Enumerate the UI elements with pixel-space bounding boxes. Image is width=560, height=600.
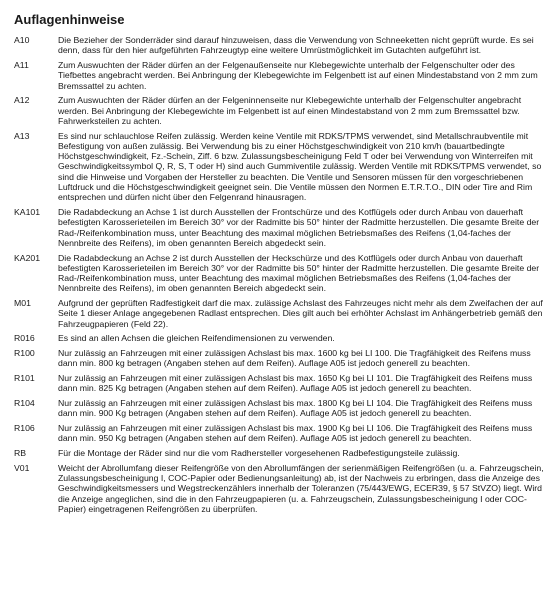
- note-text: Die Bezieher der Sonderräder sind darauf hinzuweisen, dass die Verwendung von Schneeketten nicht geprüft wurde. Es sei denn, dass für den hier aufgeführten Fahrzeugtyp eine weitere Umrüstmöglichkeit im Gutachten aufgeführt ist.: [58, 35, 534, 56]
- notes-list: [14, 35, 548, 514]
- note-row: [14, 423, 548, 444]
- note-row: [14, 333, 548, 343]
- note-code: R100: [14, 348, 35, 359]
- note-text: Es sind nur schlauchlose Reifen zulässig. Werden keine Ventile mit RDKS/TPMS verwendet, sind Metallschraubventile mit Befestigung von außen zulässig. Bei Verwendung bis zu einer Höchstgeschwindigkeit von 210 km/h (bauartbedingte Höchstgeschwindigkeit, Fz.-Schein, Ziff. 6 bzw. Zulassungsbescheinigung Feld T oder bei Verwendung von Winterreifen mit Geschwindigkeitssymbol Q, R, S, T oder H) sind auch Gummiventile zulässig. Werden Ventile mit RDKS/TPMS verwendet, so sind die Hinweise und Vorgaben der Hersteller zu beachten. Die Ventile und Sensoren müssen für den vorgeschriebenen Luftdruck und die Höchstgeschwindigkeit geeignet sein. Die Ventile müssen den Normen E.T.R.T.O., DIN oder Tire and Rim entsprechen und dürfen nicht über den Felgenrand hinausragen.: [58, 130, 542, 203]
- note-row: [14, 35, 548, 56]
- note-text: Für die Montage der Räder sind nur die vom Radhersteller vorgesehenen Radbefestigungsteile zulässig.: [58, 448, 460, 459]
- note-code: M01: [14, 298, 31, 309]
- note-row: [14, 398, 548, 419]
- note-text: Nur zulässig an Fahrzeugen mit einer zulässigen Achslast bis max. 1650 Kg bei LI 101. Die Tragfähigkeit des Reifens muss dann min. 825 Kg betragen (Angaben stehen auf dem Reifen). Auflage A05 ist jedoch generell zu beachten.: [58, 373, 533, 394]
- note-row: [14, 298, 548, 329]
- note-code: V01: [14, 462, 30, 473]
- note-row: [14, 207, 548, 248]
- note-text: Zum Auswuchten der Räder dürfen an der Felgeninnenseite nur Klebegewichte unterhalb der Felgenschulter angebracht werden. Bei Anbringung der Klebegewichte im Felgenbett ist auf einen Mindestabstand von 2 mm zum Bremssattel bzw. Fahrwerksteilen zu achten.: [58, 95, 522, 126]
- page-title: Auflagenhinweise: [14, 12, 125, 27]
- note-code: A11: [14, 59, 29, 70]
- note-code: R104: [14, 398, 35, 409]
- note-row: [14, 95, 548, 126]
- note-code: R101: [14, 373, 35, 384]
- note-text: Es sind an allen Achsen die gleichen Reifendimensionen zu verwenden.: [58, 333, 335, 344]
- note-row: [14, 463, 548, 514]
- note-code: R016: [14, 333, 35, 344]
- note-code: A12: [14, 95, 30, 106]
- note-code: R106: [14, 423, 35, 434]
- note-text: Aufgrund der geprüften Radfestigkeit darf die max. zulässige Achslast des Fahrzeuges nicht mehr als dem Zweifachen der auf Seite 1 dieser Anlage angegebenen Radlast entsprechen. Dies gilt auch bei erhöhter Achslast im Anhängerbetrieb gemäß den Fahrzeugpapieren (Feld 22).: [58, 298, 543, 329]
- note-row: [14, 448, 548, 458]
- note-code: A10: [14, 35, 30, 45]
- note-code: KA101: [14, 207, 41, 218]
- note-row: [14, 60, 548, 91]
- note-text: Nur zulässig an Fahrzeugen mit einer zulässigen Achslast bis max. 1800 Kg bei LI 104. Die Tragfähigkeit des Reifens muss dann min. 900 Kg betragen (Angaben stehen auf dem Reifen). Auflage A05 ist jedoch generell zu beachten.: [58, 398, 533, 419]
- note-text: Nur zulässig an Fahrzeugen mit einer zulässigen Achslast bis max. 1900 Kg bei LI 106. Die Tragfähigkeit des Reifens muss dann min. 950 Kg betragen (Angaben stehen auf dem Reifen). Auflage A05 ist jedoch generell zu beachten.: [58, 423, 533, 444]
- note-row: [14, 131, 548, 203]
- note-row: [14, 253, 548, 294]
- note-text: Weicht der Abrollumfang dieser Reifengröße von den Abrollumfängen der serienmäßigen Reifengrößen (u. a. Fahrzeugschein, Zulassungsbescheinigung I, COC-Papier oder Bedienungsanleitung) ab, ist der Nachweis zu erbringen, dass die Anzeige des Geschwindigkeitsmessers und Wegstreckenzählers innerhalb der Toleranzen (75/443/EWG, ECER39, § 57 StVZO) liegt. Wird die Anzeige angeglichen, sind die in den Fahrzeugpapieren (u. a. Fahrzeugschein, Zulassungsbescheinigung I oder COC-Papier) eingetragenen Reifengrößen zu überprüfen.: [58, 462, 544, 514]
- note-text: Zum Auswuchten der Räder dürfen an der Felgenaußenseite nur Klebegewichte unterhalb der Felgenschulter oder des Tiefbettes angebracht werden. Bei Anbringung der Klebegewichte im Felgenbett ist auf einen Mindestabstand von 2 mm zum Bremssattel zu achten.: [58, 59, 538, 91]
- note-row: [14, 373, 548, 394]
- note-code: KA201: [14, 252, 41, 263]
- note-text: Die Radabdeckung an Achse 1 ist durch Ausstellen der Frontschürze und des Kotflügels oder durch Anbau von dauerhaft befestigten Karosserieteilen im Bereich 30° vor der Radmitte bis 50° hinter der Radmitte herzustellen. Die gesamte Breite der Rad-/Reifenkombination muss, unter Beachtung des maximal möglichen Betriebsmaßes des Reifens (1,04-faches der Nennbreite des Reifens), im oben genannten Bereich abgedeckt sein.: [58, 207, 540, 248]
- note-code: RB: [14, 448, 27, 459]
- note-code: A13: [14, 130, 30, 141]
- note-row: [14, 348, 548, 369]
- note-text: Die Radabdeckung an Achse 2 ist durch Ausstellen der Heckschürze und des Kotflügels oder durch Anbau von dauerhaft befestigten Karosserieteilen im Bereich 30° vor der Radmitte bis 50° hinter der Radmitte herzustellen. Die gesamte Breite der Rad-/Reifenkombination muss, unter Beachtung des maximal möglichen Betriebsmaßes des Reifens (1,04-faches der Nennbreite des Reifens), im oben genannten Bereich abgedeckt sein.: [58, 252, 540, 294]
- note-text: Nur zulässig an Fahrzeugen mit einer zulässigen Achslast bis max. 1600 kg bei LI 100. Die Tragfähigkeit des Reifens muss dann min. 800 kg betragen (Angaben stehen auf dem Reifen). Auflage A05 ist jedoch generell zu beachten.: [58, 348, 531, 369]
